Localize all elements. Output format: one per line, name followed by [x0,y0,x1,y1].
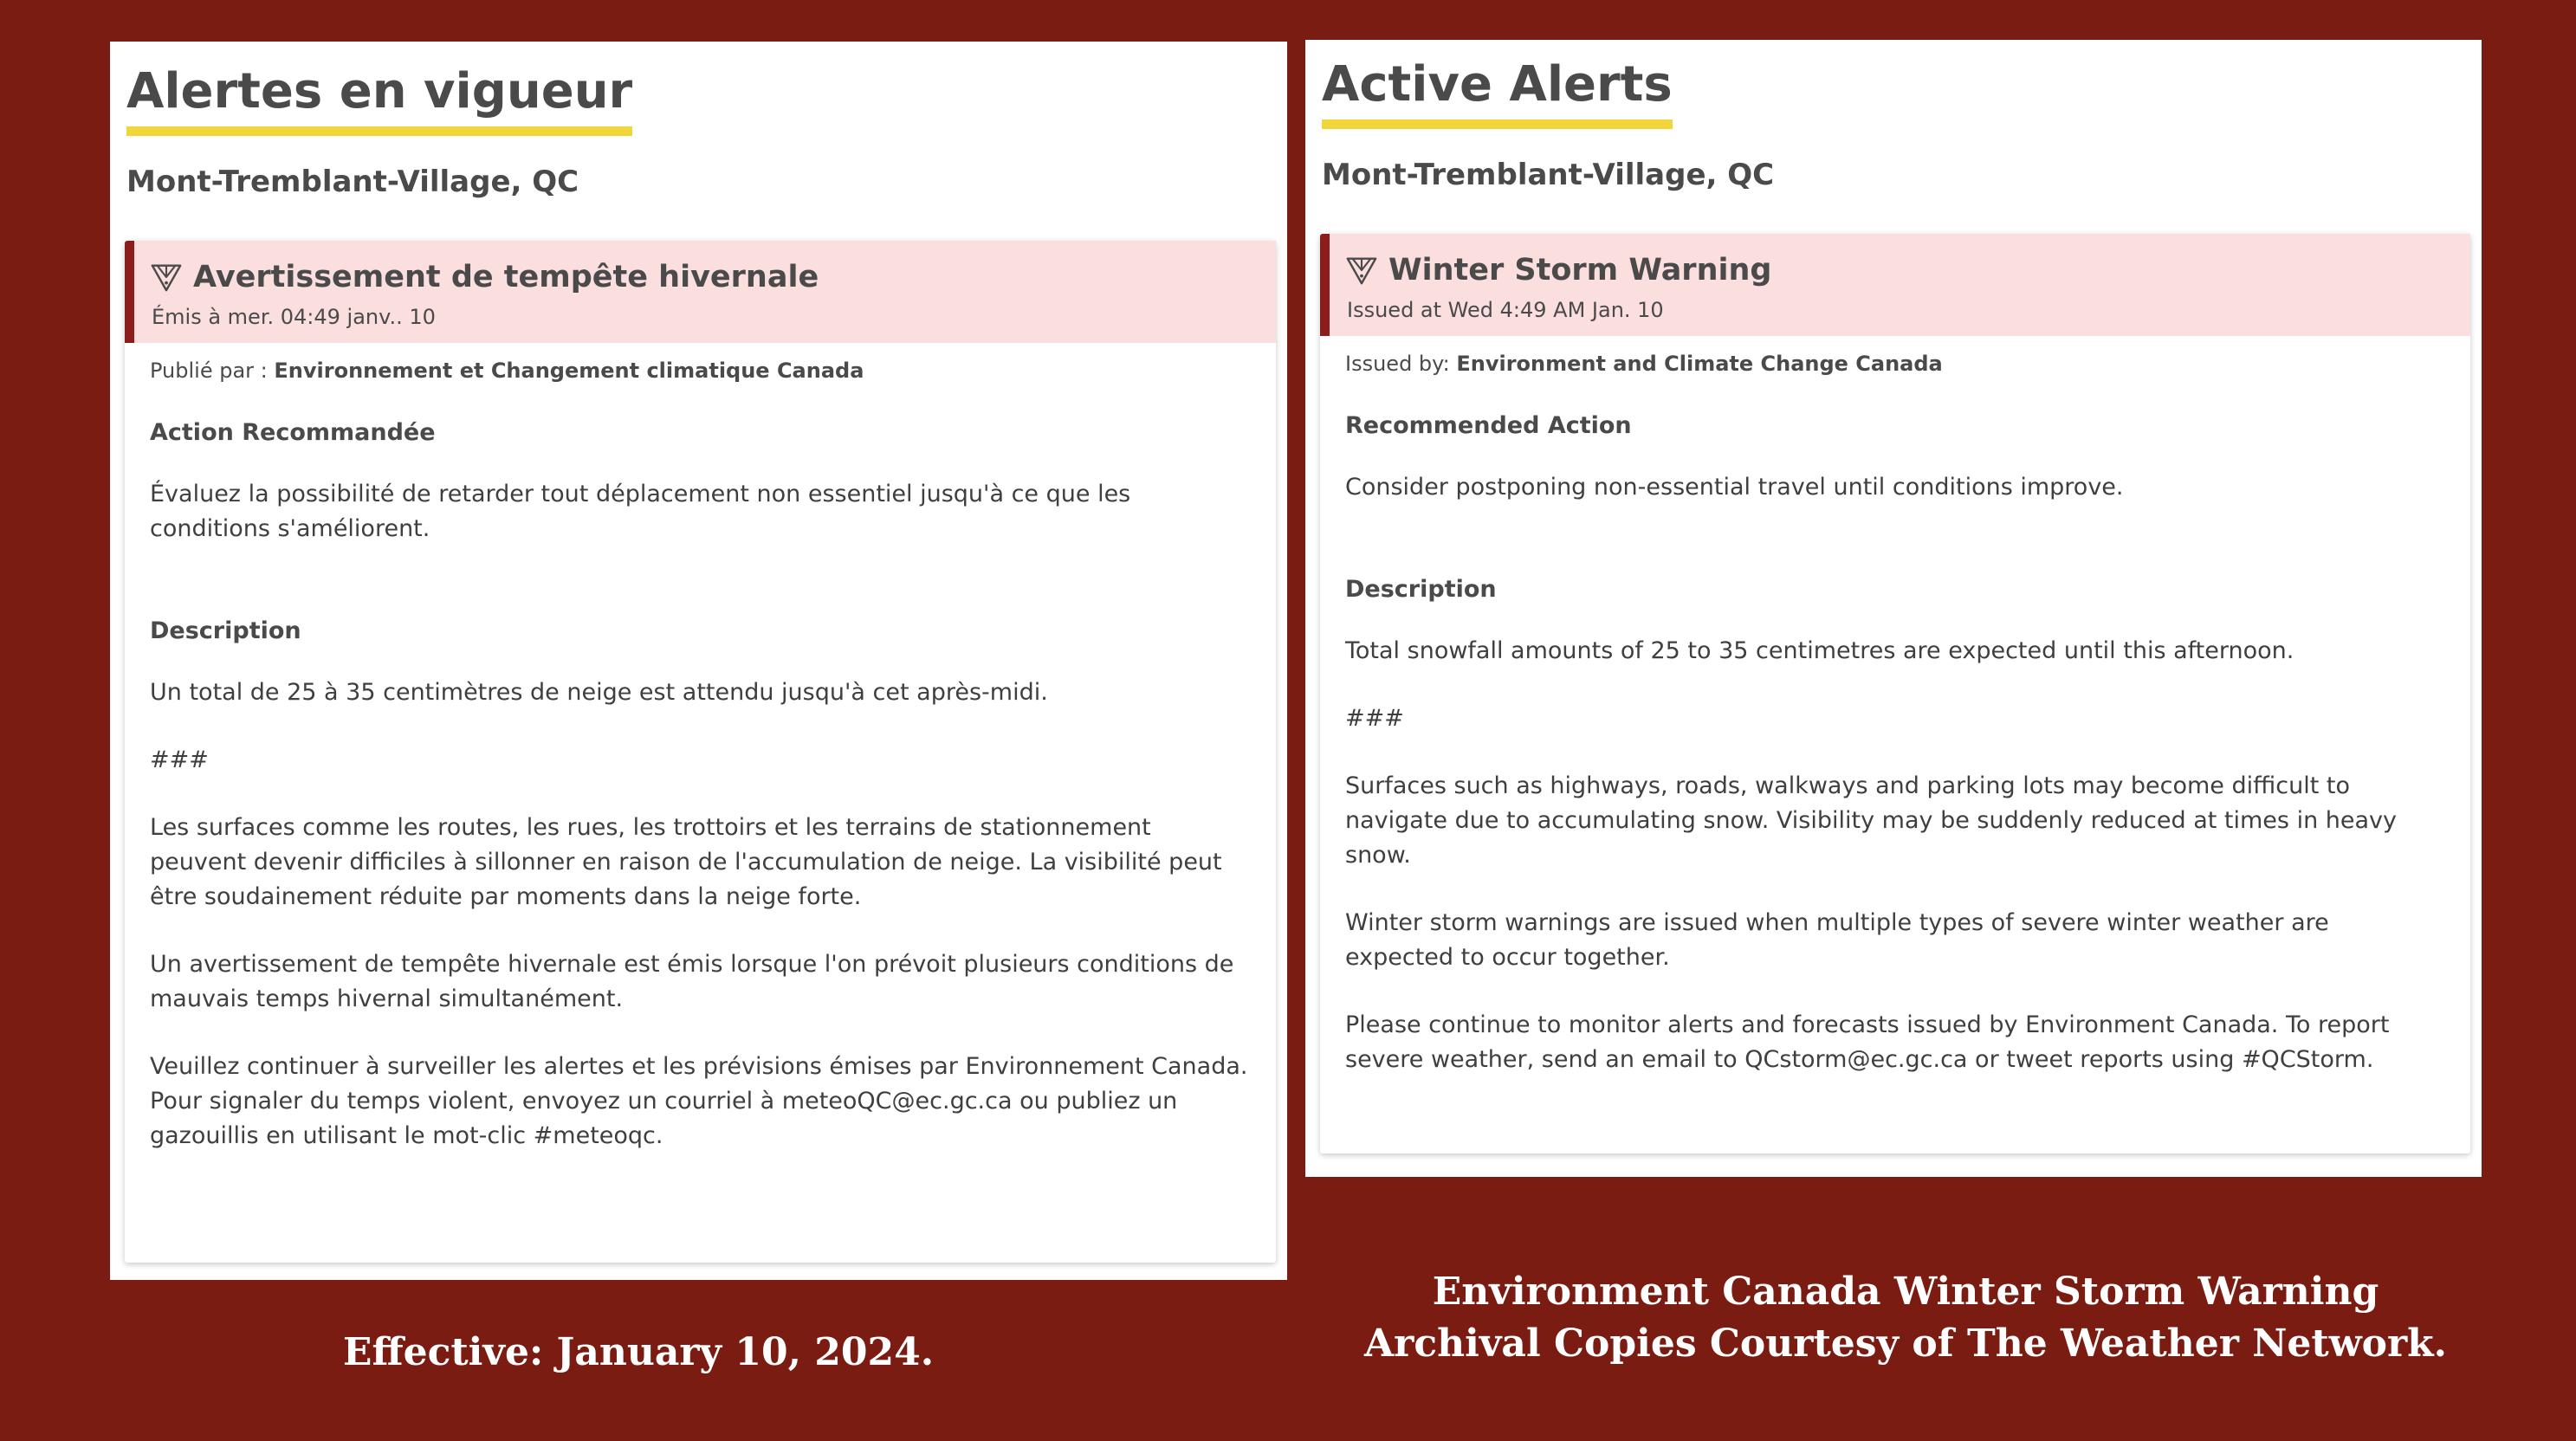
issuer-name: Environment and Climate Change Canada [1456,352,1943,376]
french-alert-panel [110,42,1287,1280]
description-paragraph: Veuillez continuer à surveiller les alertes et les prévisions émises par Environnement Canada. Pour signaler du temps violent, envoyez un courriel à meteoQC@ec.gc.ca ou publiez un gazouillis en utilisant le mot-clic #meteoqc. [150,1053,1248,1149]
description-paragraph: Total snowfall amounts of 25 to 35 centimetres are expected until this afternoon. [1345,637,2294,664]
page-title: Alertes en vigueur [126,68,632,136]
recommended-action-text: Consider postponing non-essential travel until conditions improve. [1345,474,2124,501]
description-paragraph: Les surfaces comme les routes, les rues, les trottoirs et les terrains de stationnement peuvent devenir difficiles à sillonner en raison de l'accumulation de neige. La visibilité peut être soudainement réduite par moments dans la neige forte. [150,814,1222,910]
issuer-label: Publié par : [150,359,275,383]
alert-title: Avertissement de tempête hivernale [193,260,819,294]
alert-card [1320,234,2470,1153]
description-paragraph: Winter storm warnings are issued when multiple types of severe winter weather are expected to occur together. [1345,909,2329,971]
alert-issuer [150,359,1250,383]
location-heading: Mont-Tremblant-Village, QC [1322,158,1775,192]
description-heading: Description [1345,576,1497,603]
recommended-action-text: Évaluez la possibilité de retarder tout déplacement non essentiel jusqu'à ce que les conditions s'améliorent. [150,481,1131,542]
description-paragraph: Please continue to monitor alerts and forecasts issued by Environment Canada. To report severe weather, send an email to QCstorm@ec.gc.ca or tweet reports using #QCStorm. [1345,1011,2390,1073]
recommended-action-heading: Recommended Action [1345,412,1632,439]
archival-caption-line-1: Environment Canada Winter Storm Warning [1432,1270,2379,1314]
page-title: Active Alerts [1322,61,1673,129]
description-paragraph: Surfaces such as highways, roads, walkways and parking lots may become difficult to navigate due to accumulating snow. Visibility may be suddenly reduced at times in heavy snow. [1345,772,2397,869]
effective-date-caption: Effective: January 10, 2024. [342,1330,935,1374]
alert-issued-time: Issued at Wed 4:49 AM Jan. 10 [1347,298,1664,322]
issuer-label: Issued by: [1345,352,1457,376]
description-paragraph: Un avertissement de tempête hivernale est émis lorsque l'on prévoit plusieurs conditions de mauvais temps hivernal simultanément. [150,951,1234,1012]
alert-title: Winter Storm Warning [1388,253,1772,288]
issuer-name: Environnement et Changement climatique Canada [274,359,864,383]
description-heading: Description [150,617,301,644]
alert-header[interactable] [1320,234,2470,336]
warning-triangle-icon [1345,254,1378,287]
alert-issuer [1345,352,2444,376]
recommended-action-heading: Action Recommandée [150,419,436,446]
english-alert-panel [1305,40,2482,1177]
alert-card [125,241,1276,1263]
description-paragraph: Un total de 25 à 35 centimètres de neige est attendu jusqu'à cet après-midi. [150,679,1048,706]
alert-header[interactable] [125,241,1276,343]
description-separator: ### [150,746,209,773]
location-heading: Mont-Tremblant-Village, QC [126,165,579,199]
archival-caption-line-2: Archival Copies Courtesy of The Weather Network. [1364,1321,2447,1366]
description-separator: ### [1345,705,1404,732]
alert-issued-time: Émis à mer. 04:49 janv.. 10 [152,305,436,329]
warning-triangle-icon [150,261,183,294]
archival-caption [1317,1266,2495,1370]
